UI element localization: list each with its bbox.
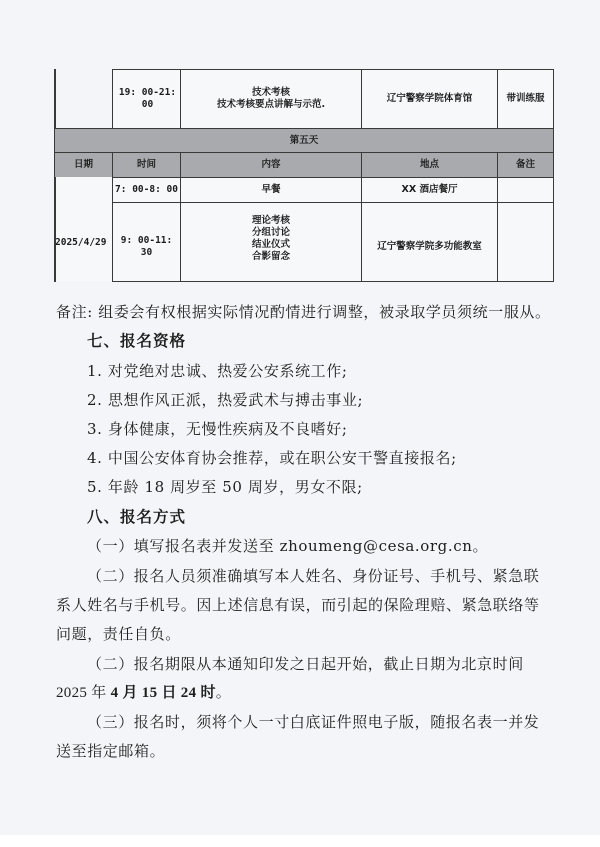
day5-row2-time: [112, 202, 181, 282]
section8-para3-line2: [56, 683, 231, 703]
day5-row2-content-line: 理论考核: [251, 215, 290, 226]
section7-item: 3. 身体健康，无慢性疾病及不良嗜好;: [87, 420, 348, 438]
prev-row-location-text: 辽宁警察学院体育馆: [386, 93, 473, 104]
section8-para1: （一）填写报名表并发送至 zhoumeng@cesa.org.cn。: [87, 537, 489, 555]
day5-row2-note: [497, 202, 554, 282]
day5-row1-content: [180, 177, 362, 203]
day5-row2-content-line: 合影留念: [251, 251, 290, 262]
section7-heading: 七、报名资格: [87, 332, 187, 350]
header-content-text: 内容: [261, 159, 281, 170]
section8-heading: 八、报名方式: [87, 508, 187, 526]
deadline-year: 2025 年: [56, 685, 111, 701]
header-note: [497, 152, 554, 178]
deadline-date: 4 月 15 日 24 时: [110, 685, 216, 701]
section8-para4-line: 送至指定邮箱。: [56, 742, 166, 760]
prev-row-time-text: 19: 00-21: 00: [118, 87, 177, 110]
day5-row2-time-text: 9: 00-11: 30: [120, 235, 173, 258]
day5-row2-location-text: 辽宁警察学院多功能教室: [377, 241, 482, 252]
day5-row1-time-text: 7: 00-8: 00: [115, 184, 178, 195]
prev-row-time: [112, 69, 181, 129]
day-banner-text: 第五天: [289, 134, 319, 146]
day5-row1-time: [112, 177, 181, 203]
header-time-text: 时间: [136, 159, 156, 170]
section8-para2-line: 系人姓名与手机号。因上述信息有误，而引起的保险理赔、紧急联络等: [56, 596, 540, 614]
header-location: [361, 152, 498, 178]
day5-row1-location-text: XX 酒店餐厅: [401, 184, 458, 195]
day5-row1-note: [497, 177, 554, 203]
day5-row1-location: [361, 177, 498, 203]
deadline-suffix: 。: [215, 685, 232, 701]
header-location-text: 地点: [419, 159, 439, 170]
section8-para2-line: （二）报名人员须准确填写本人姓名、身份证号、手机号、紧急联: [87, 567, 540, 585]
table-left-border-upper: [54, 69, 56, 129]
prev-row-location: [361, 69, 498, 129]
day5-row1-content-text: 早餐: [261, 184, 281, 195]
section8-para4-line: （三）报名时，须将个人一寸白底证件照电子版，随报名表一并发: [87, 713, 540, 731]
day5-row2-location: [361, 202, 498, 282]
prev-row-content-line: 技术考核: [251, 87, 290, 98]
prev-row-note: [497, 69, 554, 129]
schedule-table: [0, 0, 600, 300]
day5-date-text: 2025/4/29: [55, 237, 107, 248]
day-banner: [54, 128, 554, 153]
header-date-text: 日期: [73, 159, 93, 170]
header-note-text: 备注: [515, 159, 535, 170]
prev-row-content: [180, 69, 362, 129]
day5-row2-content: [180, 202, 362, 282]
section7-item: 5. 年龄 18 周岁至 50 周岁，男女不限;: [87, 478, 363, 496]
prev-row-content-line: 技术考核要点讲解与示范.: [216, 99, 326, 110]
header-date: [54, 152, 113, 178]
section7-item: 2. 思想作风正派，热爱武术与搏击事业;: [87, 391, 364, 409]
day5-row2-content-line: 结业仪式: [251, 239, 290, 250]
remark-text: 备注: 组委会有权根据实际情况酌情进行调整，被录取学员须统一服从。: [56, 303, 551, 321]
section8-para3-line1: （二）报名期限从本通知印发之日起开始，截止日期为北京时间: [87, 655, 524, 673]
prev-row-note-text: 带训练服: [506, 93, 545, 104]
section8-para2-line: 问题，责任自负。: [56, 625, 181, 643]
header-content: [180, 152, 362, 178]
section7-item: 1. 对党绝对忠诚、热爱公安系统工作;: [87, 362, 348, 380]
table-left-border-lower: [54, 177, 56, 282]
day5-row2-content-line: 分组讨论: [251, 227, 290, 238]
day5-date: [54, 177, 112, 281]
header-time: [112, 152, 181, 178]
section7-item: 4. 中国公安体育协会推荐，或在职公安干警直接报名;: [87, 449, 457, 467]
